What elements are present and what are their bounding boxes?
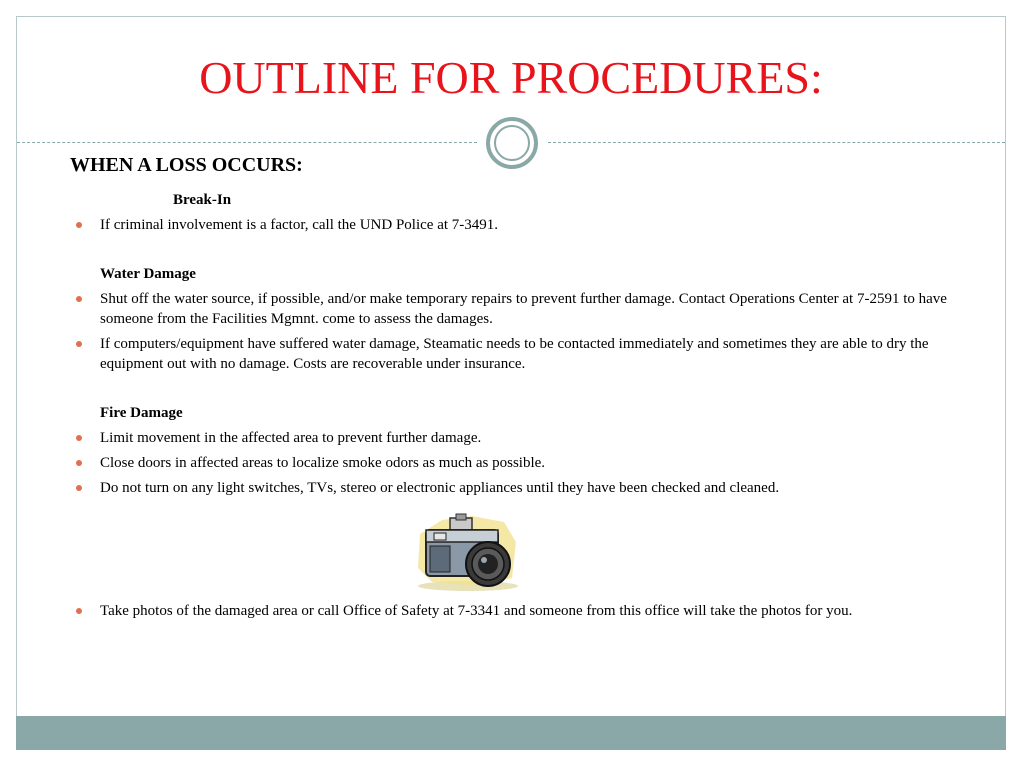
bullet-water-damage-1 — [100, 289, 960, 329]
bullet-dot — [76, 435, 82, 441]
subheading-water-damage: Water Damage — [100, 266, 196, 282]
bullet-text: Shut off the water source, if possible, and/or make temporary repairs to prevent further damage. Contact Operations Center at 7-2591 to have someone from the Facilities Mgmnt. come to assess the damages. — [100, 291, 947, 327]
bullet-text: If criminal involvement is a factor, call the UND Police at 7-3491. — [100, 217, 499, 233]
section-heading: WHEN A LOSS OCCURS: — [70, 154, 303, 176]
bullet-text: Take photos of the damaged area or call Office of Safety at 7-3341 and someone from this office will take the photos for you. — [100, 603, 853, 619]
bullet-photos-1 — [100, 601, 960, 621]
bullet-break-in-1 — [100, 215, 960, 235]
divider-ring-inner — [494, 125, 530, 161]
bullet-text: If computers/equipment have suffered water damage, Steamatic needs to be contacted immediately and sometimes they are able to dry the equipment out with no damage. Costs are recoverable under insurance. — [100, 336, 929, 372]
bullet-fire-damage-3 — [100, 478, 960, 498]
bullet-dot — [76, 485, 82, 491]
subheading-break-in: Break-In — [173, 192, 232, 208]
bullet-dot — [76, 608, 82, 614]
subheading-fire-damage: Fire Damage — [100, 405, 183, 421]
bullet-text: Do not turn on any light switches, TVs, stereo or electronic appliances until they have been checked and cleaned. — [100, 480, 780, 496]
title-divider-left — [17, 142, 477, 143]
bullet-dot — [76, 341, 82, 347]
footer-band — [16, 716, 1006, 750]
bullet-text: Limit movement in the affected area to prevent further damage. — [100, 430, 482, 446]
bullet-dot — [76, 460, 82, 466]
camera-icon — [412, 512, 524, 592]
bullet-dot — [76, 222, 82, 228]
divider-ring-ornament — [486, 117, 538, 169]
bullet-water-damage-2 — [100, 334, 960, 374]
slide-title: OUTLINE FOR PROCEDURES: — [199, 52, 823, 103]
bullet-fire-damage-2 — [100, 453, 960, 473]
bullet-fire-damage-1 — [100, 428, 960, 448]
bullet-text: Close doors in affected areas to localize smoke odors as much as possible. — [100, 455, 546, 471]
title-divider-right — [548, 142, 1005, 143]
bullet-dot — [76, 296, 82, 302]
